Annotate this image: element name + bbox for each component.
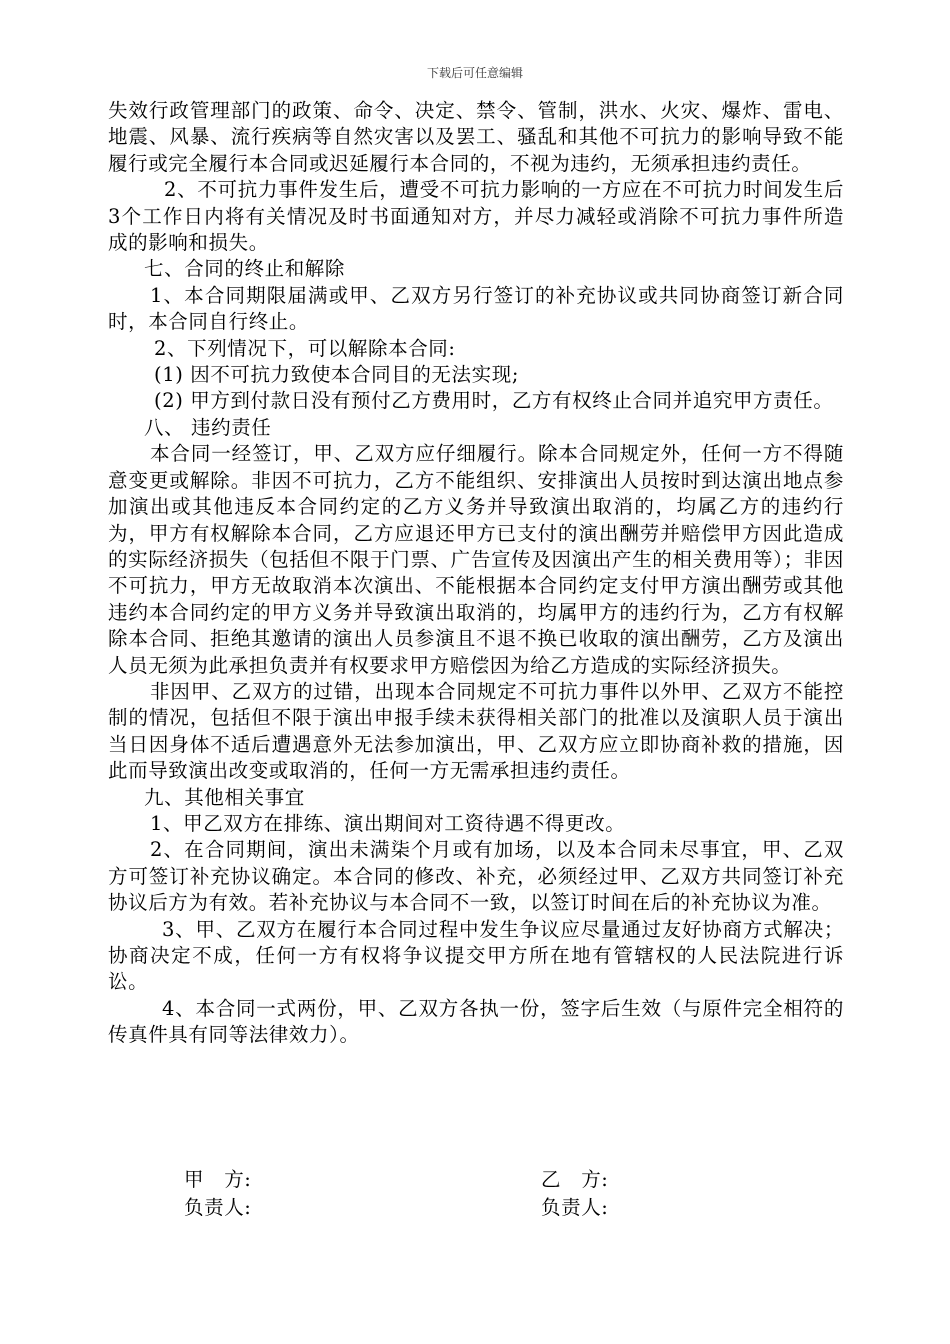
paragraph-misc-3: 3、甲、乙双方在履行本合同过程中发生争议应尽量通过友好协商方式解决；协商决定不成，任何一方有权将争议提交甲方所在地有管辖权的人民法院进行诉讼。: [108, 917, 844, 994]
paragraph-force-majeure-notice: 2、不可抗力事件发生后，遭受不可抗力影响的一方应在不可抗力时间发生后3个工作日内将有关情况及时书面通知对方，并尽力减轻或消除不可抗力事件所造成的影响和损失。: [108, 178, 844, 255]
paragraph-liability-main: 本合同一经签订，甲、乙双方应仔细履行。除本合同规定外，任何一方不得随意变更或解除。非因不可抗力，乙方不能组织、安排演出人员按时到达演出地点参加演出或其他违反本合同约定的乙方义务并导致演出取消的，均属乙方的违约行为，甲方有权解除本合同，乙方应退还甲方已支付的演出酬劳并赔偿甲方因此造成的实际经济损失（包括但不限于门票、广告宣传及因演出产生的相关费用等）；非因不可抗力，甲方无故取消本次演出、不能根据本合同约定支付甲方演出酬劳或其他违约本合同约定的甲方义务并导致演出取消的，均属甲方的违约行为，乙方有权解除本合同、拒绝其邀请的演出人员参演且不退不换已收取的演出酬劳，乙方及演出人员无须为此承担负责并有权要求甲方赔偿因为给乙方造成的实际经济损失。: [108, 442, 844, 677]
page-header: 下载后可任意编辑: [426, 66, 523, 80]
paragraph-misc-1: 1、甲乙双方在排练、演出期间对工资待遇不得更改。: [150, 811, 626, 835]
paragraph-misc-4: 4、本合同一式两份，甲、乙双方各执一份，签字后生效（与原件完全相符的传真件具有同等法律效力）。: [108, 996, 844, 1047]
paragraph-termination-1: 1、本合同期限届满或甲、乙双方另行签订的补充协议或共同协商签订新合同时，本合同自行终止。: [108, 283, 844, 334]
party-a-label: 甲 方:: [184, 1168, 252, 1191]
party-a-representative: 负责人:: [184, 1196, 252, 1219]
section-heading-misc: 九、其他相关事宜: [144, 785, 305, 809]
paragraph-misc-2: 2、在合同期间，演出未满柒个月或有加场，以及本合同未尽事宜，甲、乙双方可签订补充协议确定。本合同的修改、补充，必须经过甲、乙双方共同签订补充协议后方为有效。若补充协议与本合同不一致，以签订时间在后的补充协议为准。: [108, 838, 844, 915]
list-item-termination-2: (2) 甲方到付款日没有预付乙方费用时，乙方有权终止合同并追究甲方责任。: [154, 389, 834, 413]
party-b-signature: [541, 1166, 608, 1222]
section-heading-termination: 七、合同的终止和解除: [144, 257, 346, 281]
list-item-termination-1: (1) 因不可抗力致使本合同目的无法实现;: [154, 363, 519, 387]
section-heading-liability: 八、 违约责任: [144, 415, 272, 439]
paragraph-force-majeure-intro: 失效行政管理部门的政策、命令、决定、禁令、管制，洪水、火灾、爆炸、雷电、地震、风暴、流行疾病等自然灾害以及罢工、骚乱和其他不可抗力的影响导致不能履行或完全履行本合同或迟延履行本合同的，不视为违约，无须承担违约责任。: [108, 99, 844, 175]
party-b-representative: 负责人:: [541, 1196, 609, 1219]
party-a-signature: [184, 1166, 251, 1222]
paragraph-liability-exemption: 非因甲、乙双方的过错，出现本合同规定不可抗力事件以外甲、乙双方不能控制的情况，包括但不限于演出申报手续未获得相关部门的批准以及演职人员于演出当日因身体不适后遭遇意外无法参加演出，甲、乙双方应立即协商补救的措施，因此而导致演出改变或取消的，任何一方无需承担违约责任。: [108, 679, 844, 783]
contract-body: [108, 98, 844, 1049]
paragraph-termination-2: 2、下列情况下，可以解除本合同:: [154, 336, 456, 360]
party-b-label: 乙 方:: [541, 1168, 609, 1191]
